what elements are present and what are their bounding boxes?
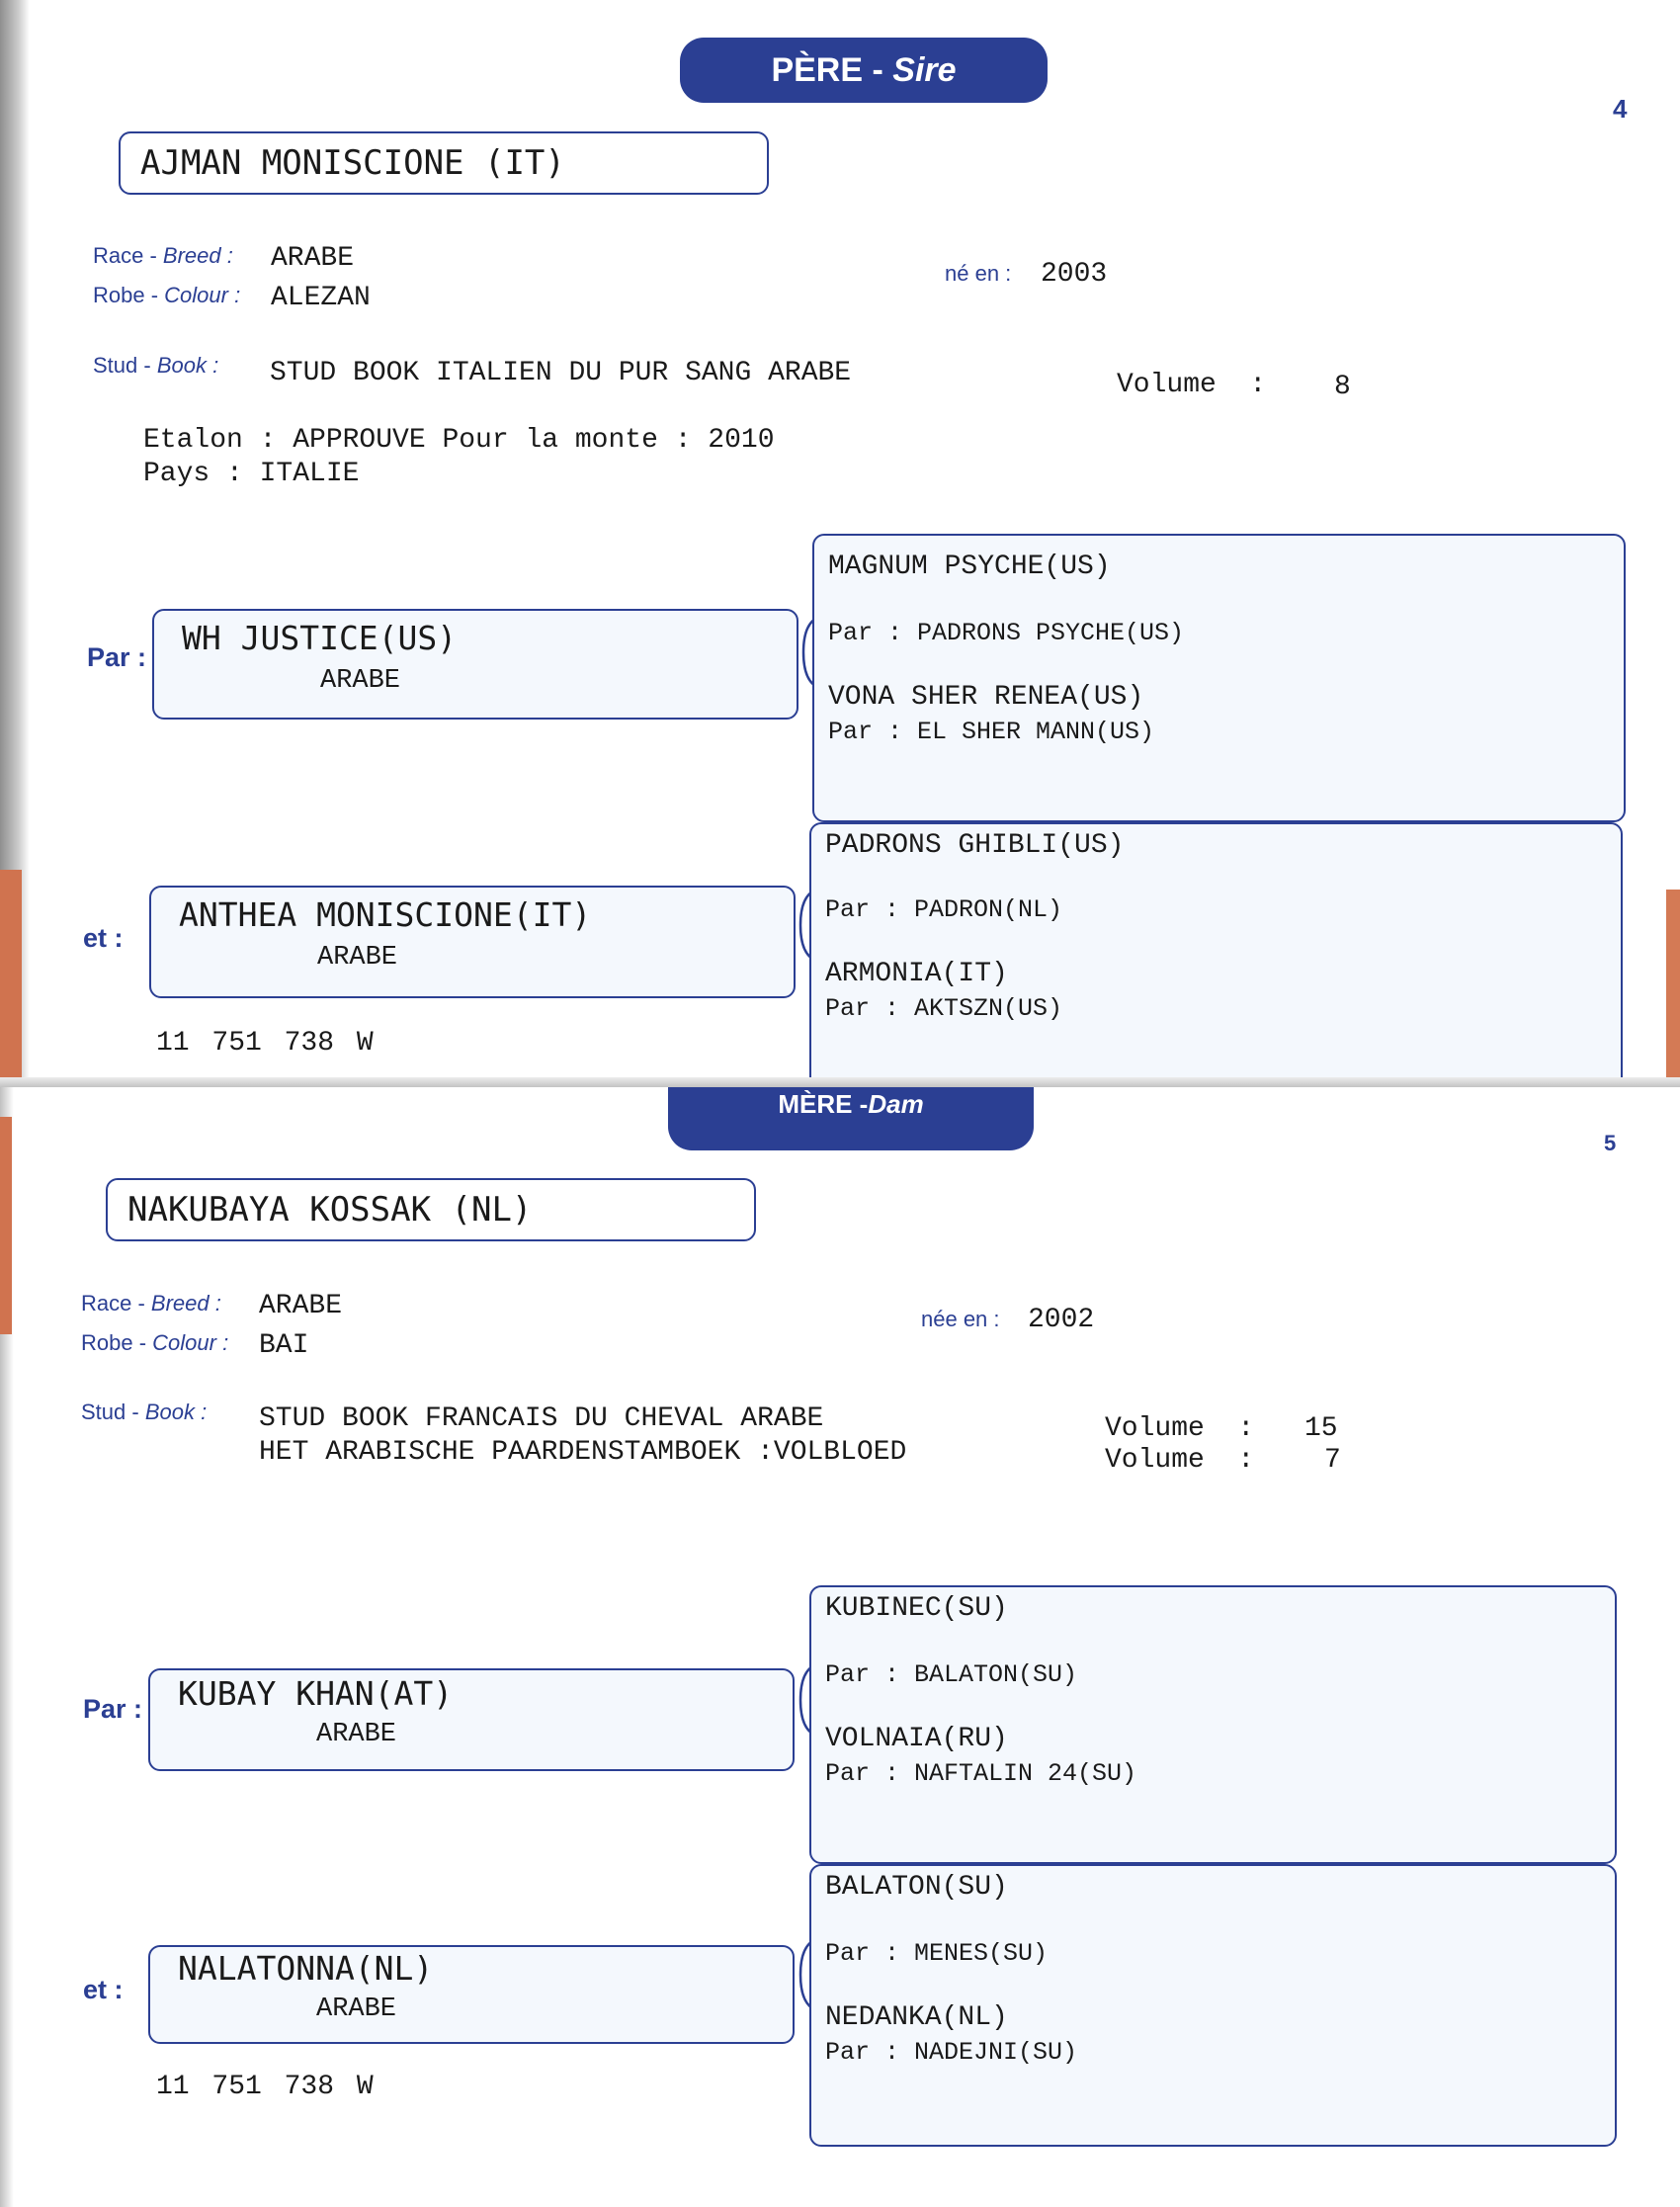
etalon-line: Etalon : APPROUVE Pour la monte : 2010: [143, 425, 775, 456]
registration-number: 11 751 738 W: [156, 2072, 374, 2102]
born-value: 2003: [1041, 259, 1108, 290]
colour-label: Colour :: [164, 283, 241, 307]
grandsire-box: [809, 1585, 1617, 1864]
horse-name: AJMAN MONISCIONE (IT): [140, 143, 565, 183]
grandsire-dam-par: Par : NAFTALIN 24(SU): [825, 1759, 1137, 1788]
dam-header: [668, 1087, 1034, 1150]
stud-book-value-1: STUD BOOK FRANCAIS DU CHEVAL ARABE: [259, 1403, 824, 1434]
et-label: et :: [83, 923, 124, 953]
sire-parent-name: WH JUSTICE(US): [182, 619, 458, 657]
colour-label: Colour :: [152, 1330, 229, 1355]
sire-parent-breed: ARABE: [316, 1720, 397, 1749]
born-label: né en :: [945, 261, 1012, 286]
stud-label: Stud: [81, 1400, 126, 1424]
stud-book-value: STUD BOOK ITALIEN DU PUR SANG ARABE: [270, 358, 852, 388]
volume-label-1: Volume :: [1105, 1413, 1255, 1444]
race-breed-label: Race - Breed :: [93, 243, 233, 268]
volume-value-2: 7: [1324, 1445, 1341, 1476]
granddam-name: PADRONS GHIBLI(US): [825, 830, 1125, 861]
stud-label: Stud: [93, 353, 138, 378]
book-edge-orange: [0, 870, 22, 1087]
volume-value-1: 15: [1304, 1413, 1338, 1444]
sire-parent-box: [152, 609, 798, 720]
book-edge-orange-right: [1666, 890, 1680, 1087]
granddam-par: Par : MENES(SU): [825, 1939, 1049, 1968]
par-label: Par :: [83, 1694, 143, 1724]
granddam-dam-par: Par : NADEJNI(SU): [825, 2038, 1078, 2067]
header-sep: -: [863, 51, 893, 89]
race-value: ARABE: [259, 1291, 343, 1321]
horse-name: NAKUBAYA KOSSAK (NL): [127, 1190, 533, 1230]
header-sub: Sire: [892, 51, 957, 89]
stud-book-label: Stud - Book :: [93, 353, 219, 378]
header-main: PÈRE: [771, 51, 864, 89]
grandsire-par: Par : BALATON(SU): [825, 1660, 1078, 1689]
book-edge-orange: [0, 1117, 12, 1334]
page-number: 5: [1604, 1131, 1617, 1155]
granddam-dam-par: Par : AKTSZN(US): [825, 994, 1063, 1023]
dam-page: [0, 1087, 1680, 2207]
grandsire-dam: VOLNAIA(RU): [825, 1724, 1008, 1754]
race-breed-label: Race - Breed :: [81, 1291, 221, 1316]
volume-label-2: Volume :: [1105, 1445, 1255, 1476]
dam-parent-breed: ARABE: [317, 943, 398, 973]
header-sep: -: [852, 1089, 869, 1119]
pays-line: Pays : ITALIE: [143, 459, 360, 489]
grandsire-par: Par : PADRONS PSYCHE(US): [828, 619, 1185, 647]
race-value: ARABE: [271, 243, 355, 274]
sire-page: [0, 0, 1680, 1087]
granddam-dam: NEDANKA(NL): [825, 2002, 1008, 2033]
granddam-par: Par : PADRON(NL): [825, 895, 1063, 924]
granddam-dam: ARMONIA(IT): [825, 959, 1008, 989]
breed-label: Breed :: [162, 243, 233, 268]
granddam-box: [809, 1864, 1617, 2147]
breed-label: Breed :: [150, 1291, 221, 1316]
dam-parent-box: [149, 886, 796, 998]
grandsire-name: KUBINEC(SU): [825, 1593, 1008, 1624]
registration-number: 11 751 738 W: [156, 1028, 374, 1059]
header-main: MÈRE: [778, 1089, 853, 1119]
granddam-box: [809, 822, 1623, 1087]
robe-value: ALEZAN: [271, 283, 371, 313]
grandsire-box: [812, 534, 1626, 822]
dam-parent-breed: ARABE: [316, 1995, 397, 2024]
stud-book-label: Stud - Book :: [81, 1400, 208, 1424]
dam-parent-box: [148, 1945, 795, 2044]
grandsire-dam-par: Par : EL SHER MANN(US): [828, 718, 1155, 746]
dam-parent-name: ANTHEA MONISCIONE(IT): [179, 895, 592, 934]
robe-label: Robe: [81, 1330, 133, 1355]
grandsire-name: MAGNUM PSYCHE(US): [828, 552, 1111, 582]
grandsire-dam: VONA SHER RENEA(US): [828, 682, 1144, 713]
sire-parent-box: [148, 1668, 795, 1771]
born-label: née en :: [921, 1307, 1000, 1331]
robe-colour-label: Robe - Colour :: [81, 1330, 229, 1355]
race-label: Race: [81, 1291, 132, 1316]
et-label: et :: [83, 1975, 124, 2004]
dam-parent-name: NALATONNA(NL): [178, 1949, 434, 1988]
robe-colour-label: Robe - Colour :: [93, 283, 241, 307]
sire-parent-name: KUBAY KHAN(AT): [178, 1674, 454, 1713]
par-label: Par :: [87, 642, 147, 672]
granddam-name: BALATON(SU): [825, 1872, 1008, 1903]
race-label: Race: [93, 243, 144, 268]
header-sub: Dam: [868, 1089, 924, 1119]
stud-book-value-2: HET ARABISCHE PAARDENSTAMBOEK :VOLBLOED: [259, 1437, 907, 1468]
robe-label: Robe: [93, 283, 145, 307]
book-label: Book :: [144, 1400, 208, 1424]
volume-label: Volume :: [1117, 370, 1267, 400]
born-value: 2002: [1028, 1305, 1095, 1335]
book-label: Book :: [156, 353, 219, 378]
horse-name-box: [119, 131, 769, 195]
sire-parent-breed: ARABE: [320, 666, 401, 696]
robe-value: BAI: [259, 1330, 309, 1361]
horse-name-box: [106, 1178, 756, 1241]
page-number: 4: [1613, 94, 1628, 124]
volume-value: 8: [1334, 372, 1351, 402]
sire-header: [680, 38, 1048, 103]
